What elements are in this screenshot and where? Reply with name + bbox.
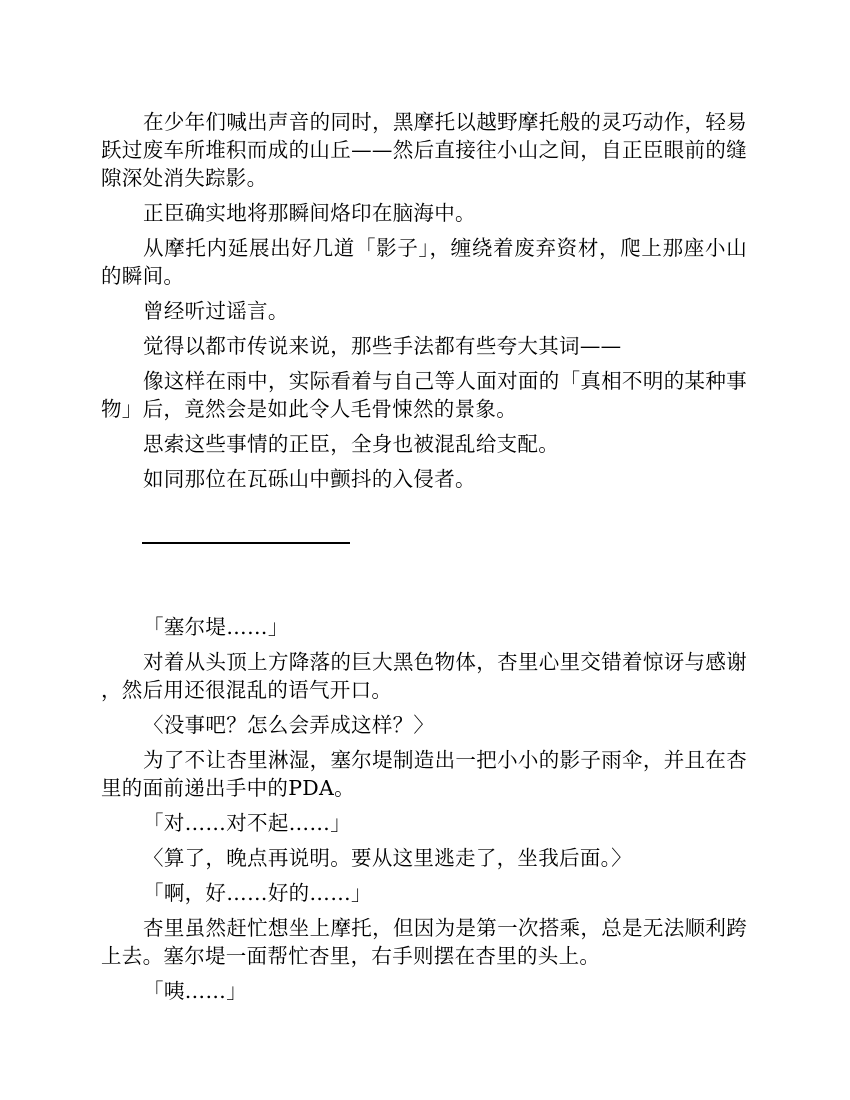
dialogue-line: 「对……对不起……」	[143, 811, 352, 835]
paragraph: 为了不让杏里淋湿，塞尔堤制造出一把小小的影子雨伞，并且在杏里的面前递出手中的PDA。	[101, 748, 747, 800]
separator-line	[142, 542, 350, 544]
section-separator	[101, 527, 747, 555]
section-one	[101, 108, 747, 493]
pda-message: 〈算了，晚点再说明。要从这里逃走了，坐我后面。〉	[143, 846, 632, 870]
paragraph: 杏里虽然赶忙想坐上摩托，但因为是第一次搭乘，总是无法顺利跨上去。塞尔堤一面帮忙杏里，右手则摆在杏里的头上。	[101, 916, 747, 968]
paragraph: 对着从头顶上方降落的巨大黑色物体，杏里心里交错着惊讶与感谢，然后用还很混乱的语气开口。	[101, 650, 747, 702]
dialogue-line: 「塞尔堤……」	[143, 615, 289, 639]
paragraph: 曾经听过谣言。	[143, 299, 289, 323]
paragraph: 如同那位在瓦砾山中颤抖的入侵者。	[143, 467, 476, 491]
dialogue-line: 「啊，好……好的……」	[143, 881, 372, 905]
paragraph: 正臣确实地将那瞬间烙印在脑海中。	[143, 201, 476, 225]
paragraph: 觉得以都市传说来说，那些手法都有些夸大其词——	[143, 334, 622, 358]
section-two	[101, 613, 747, 1005]
paragraph: 在少年们喊出声音的同时，黑摩托以越野摩托般的灵巧动作，轻易跃过废车所堆积而成的山丘——然后直接往小山之间，自正臣眼前的缝隙深处消失踪影。	[101, 110, 747, 190]
pda-message: 〈没事吧？怎么会弄成这样？〉	[143, 713, 435, 737]
paragraph: 从摩托内延展出好几道「影子」，缠绕着废弃资材，爬上那座小山的瞬间。	[101, 236, 747, 288]
dialogue-line: 「咦……」	[143, 979, 248, 1003]
paragraph: 思索这些事情的正臣，全身也被混乱给支配。	[143, 432, 560, 456]
paragraph: 像这样在雨中，实际看着与自己等人面对面的「真相不明的某种事物」后，竟然会是如此令人毛骨悚然的景象。	[101, 369, 747, 421]
blank-space	[101, 555, 747, 613]
document-page	[101, 108, 747, 1005]
